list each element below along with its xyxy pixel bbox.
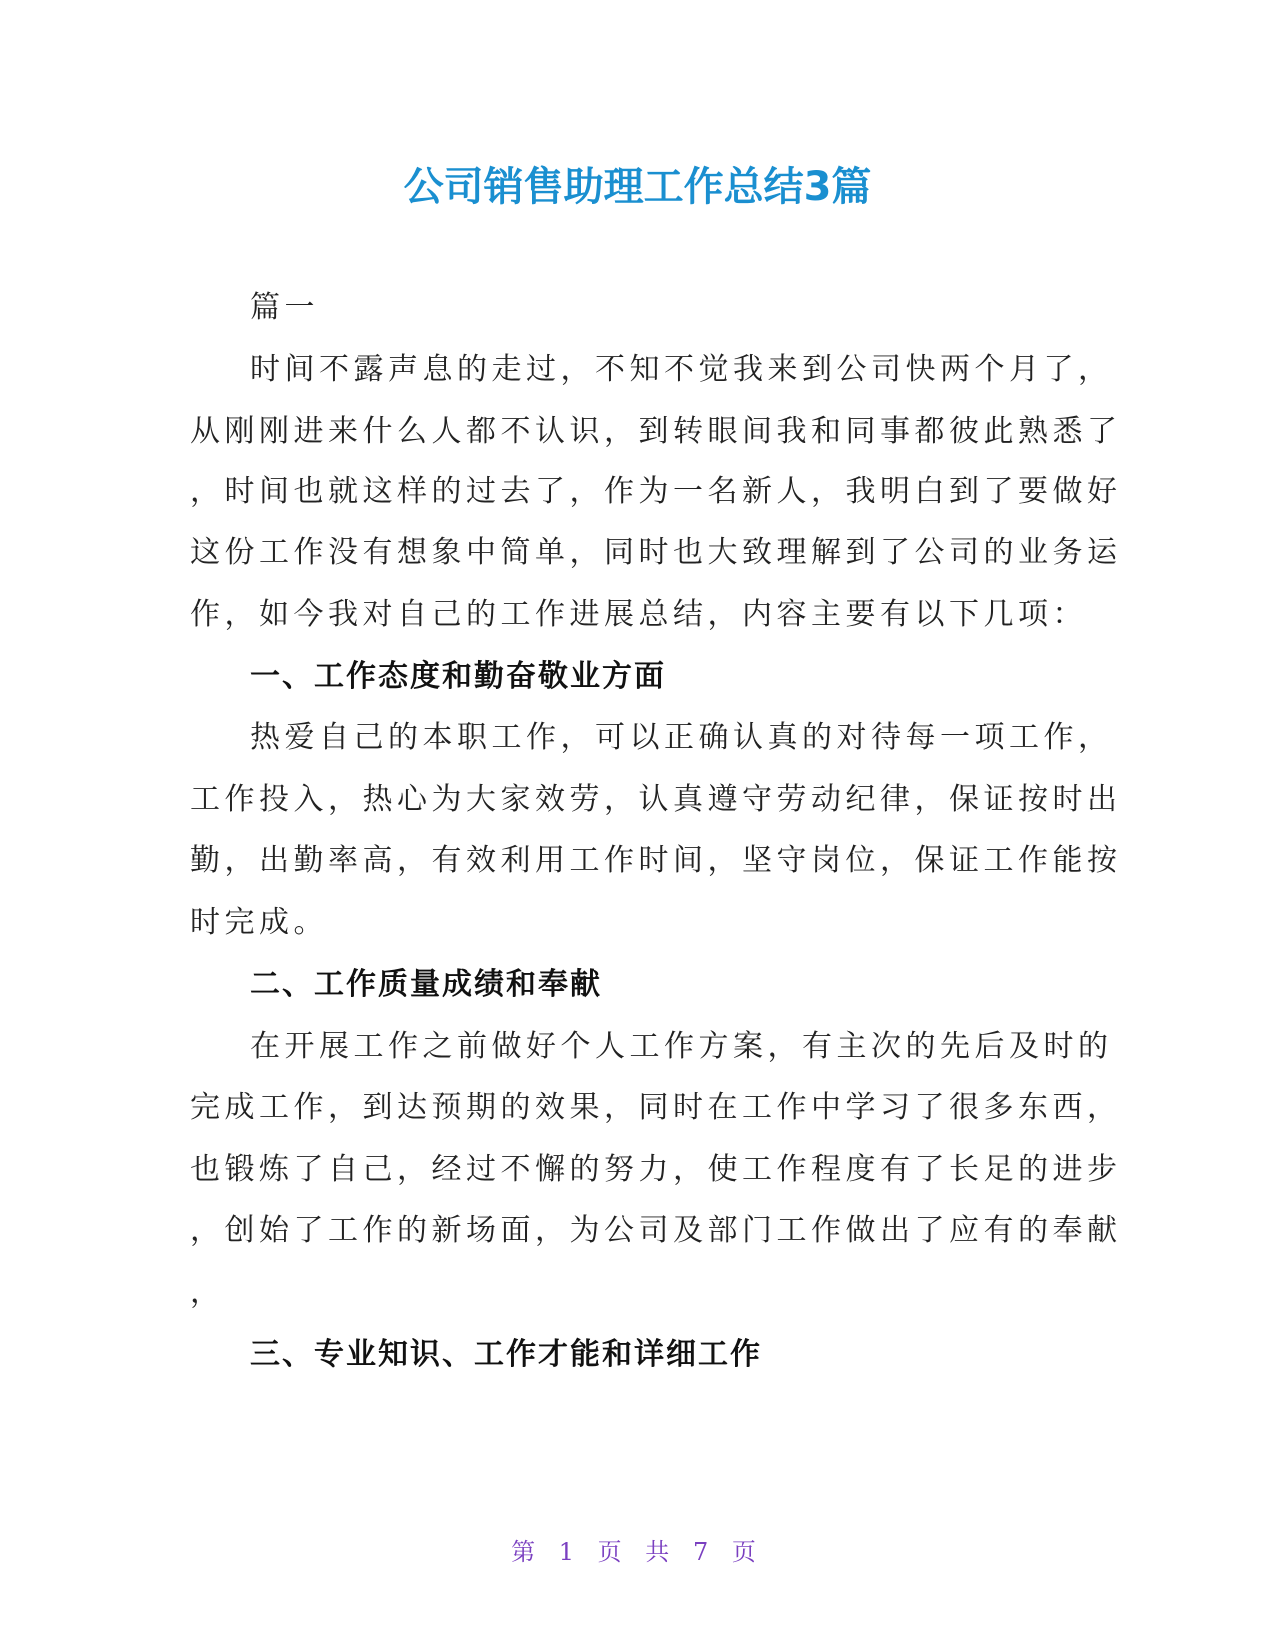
intro-line: ，时间也就这样的过去了，作为一名新人，我明白到了要做好 — [190, 474, 1122, 509]
paragraph-1-line: 热爱自己的本职工作，可以正确认真的对待每一项工作， — [250, 720, 1113, 755]
intro-line: 作，如今我对自己的工作进展总结，内容主要有以下几项： — [190, 597, 1087, 632]
paragraph-2-line: ，创始了工作的新场面，为公司及部门工作做出了应有的奉献 — [190, 1213, 1122, 1248]
intro-line: 时间不露声息的走过，不知不觉我来到公司快两个月了， — [250, 352, 1113, 387]
paragraph-1-line: 时完成。 — [190, 905, 328, 940]
intro-line: 这份工作没有想象中简单，同时也大致理解到了公司的业务运 — [190, 535, 1122, 570]
paragraph-2-line: 也锻炼了自己，经过不懈的努力，使工作程度有了长足的进步 — [190, 1152, 1122, 1187]
section-heading-1: 一、工作态度和勤奋敬业方面 — [250, 659, 666, 694]
section-heading-3: 三、专业知识、工作才能和详细工作 — [250, 1337, 762, 1372]
paragraph-2-line: 完成工作，到达预期的效果，同时在工作中学习了很多东西， — [190, 1090, 1122, 1125]
paragraph-1-line: 勤，出勤率高，有效利用工作时间，坚守岗位，保证工作能按 — [190, 843, 1122, 878]
paragraph-2-line: 在开展工作之前做好个人工作方案，有主次的先后及时的 — [250, 1029, 1113, 1064]
page-number-footer: 第 1 页 共 7 页 — [511, 1538, 764, 1566]
document-title: 公司销售助理工作总结3篇 — [403, 164, 872, 210]
section-label: 篇一 — [250, 290, 319, 325]
section-heading-2: 二、工作质量成绩和奉献 — [250, 967, 602, 1002]
intro-line: 从刚刚进来什么人都不认识，到转眼间我和同事都彼此熟悉了 — [190, 414, 1122, 449]
paragraph-1-line: 工作投入，热心为大家效劳，认真遵守劳动纪律，保证按时出 — [190, 782, 1122, 817]
paragraph-2-line: ， — [190, 1275, 225, 1310]
